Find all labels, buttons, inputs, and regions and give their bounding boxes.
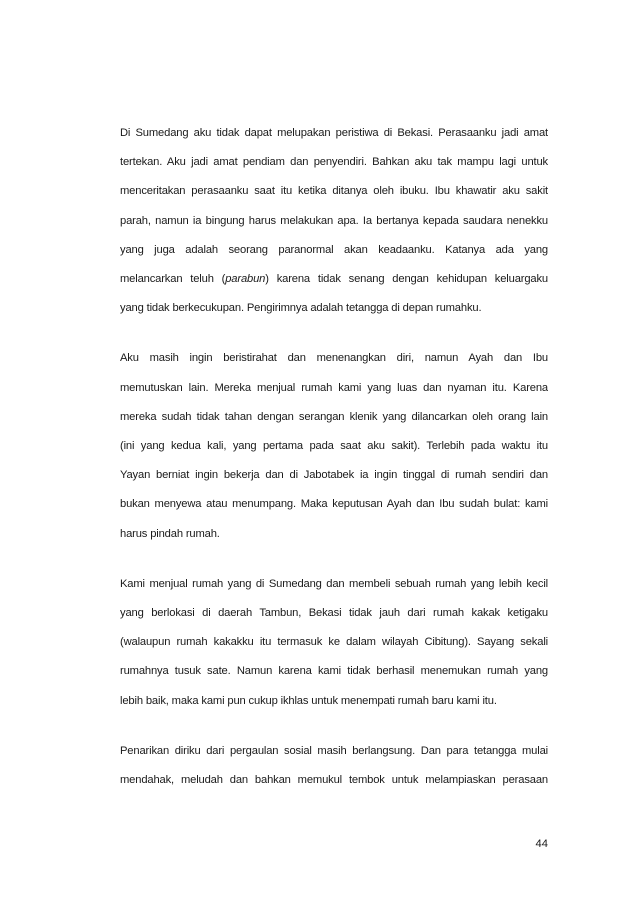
text-line: tertekan. Aku jadi amat pendiam dan penyendiri. Bahkan aku tak mampu lagi untuk xyxy=(120,156,548,169)
text-line: mendahak, meludah dan bahkan memukul tembok untuk melampiaskan perasaan xyxy=(120,774,548,787)
text-line: rumahnya tusuk sate. Namun karena kami tidak berhasil menemukan rumah yang xyxy=(120,665,548,678)
text-line: memutuskan lain. Mereka menjual rumah kami yang luas dan nyaman itu. Karena xyxy=(120,381,548,394)
paragraph-2 xyxy=(120,344,548,548)
text-line: mereka sudah tidak tahan dengan serangan klenik yang dilancarkan oleh orang lain xyxy=(120,410,548,423)
text-line: Yayan berniat ingin bekerja dan di Jabotabek ia ingin tinggal di rumah sendiri dan xyxy=(120,469,548,482)
text-line: (walaupun rumah kakakku itu termasuk ke dalam wilayah Cibitung). Sayang sekali xyxy=(120,636,548,649)
paragraph-4 xyxy=(120,737,548,795)
text-line: bukan menyewa atau menumpang. Maka keputusan Ayah dan Ibu sudah bulat: kami xyxy=(120,498,548,511)
page-number: 44 xyxy=(535,838,548,850)
italic-term: parabun xyxy=(225,273,266,286)
paragraph-3 xyxy=(120,570,548,716)
text-line: lebih baik, maka kami pun cukup ikhlas untuk menempati rumah baru kami itu. xyxy=(120,694,497,707)
body-text xyxy=(120,119,548,816)
text-line: yang berlokasi di daerah Tambun, Bekasi tidak jauh dari rumah kakak ketigaku xyxy=(120,607,548,620)
text-line: yang juga adalah seorang paranormal akan keadaanku. Katanya ada yang xyxy=(120,243,548,256)
text-line: (ini yang kedua kali, yang pertama pada saat aku sakit). Terlebih pada waktu itu xyxy=(120,440,548,453)
paragraph-1 xyxy=(120,119,548,323)
text-line: parah, namun ia bingung harus melakukan apa. Ia bertanya kepada saudara nenekku xyxy=(120,214,548,227)
text-line: harus pindah rumah. xyxy=(120,527,220,540)
text-line: Di Sumedang aku tidak dapat melupakan peristiwa di Bekasi. Perasaanku jadi amat xyxy=(120,127,548,139)
text-line: menceritakan perasaanku saat itu ketika ditanya oleh ibuku. Ibu khawatir aku sakit xyxy=(120,185,548,198)
text-line: Kami menjual rumah yang di Sumedang dan membeli sebuah rumah yang lebih kecil xyxy=(120,577,548,590)
text-line: yang tidak berkecukupan. Pengirimnya adalah tetangga di depan rumahku. xyxy=(120,302,482,315)
text-line: Penarikan diriku dari pergaulan sosial masih berlangsung. Dan para tetangga mulai xyxy=(120,744,548,757)
text-line: melancarkan teluh (parabun) karena tidak senang dengan kehidupan keluargaku xyxy=(120,273,548,286)
text-line: Aku masih ingin beristirahat dan menenangkan diri, namun Ayah dan Ibu xyxy=(120,352,548,365)
